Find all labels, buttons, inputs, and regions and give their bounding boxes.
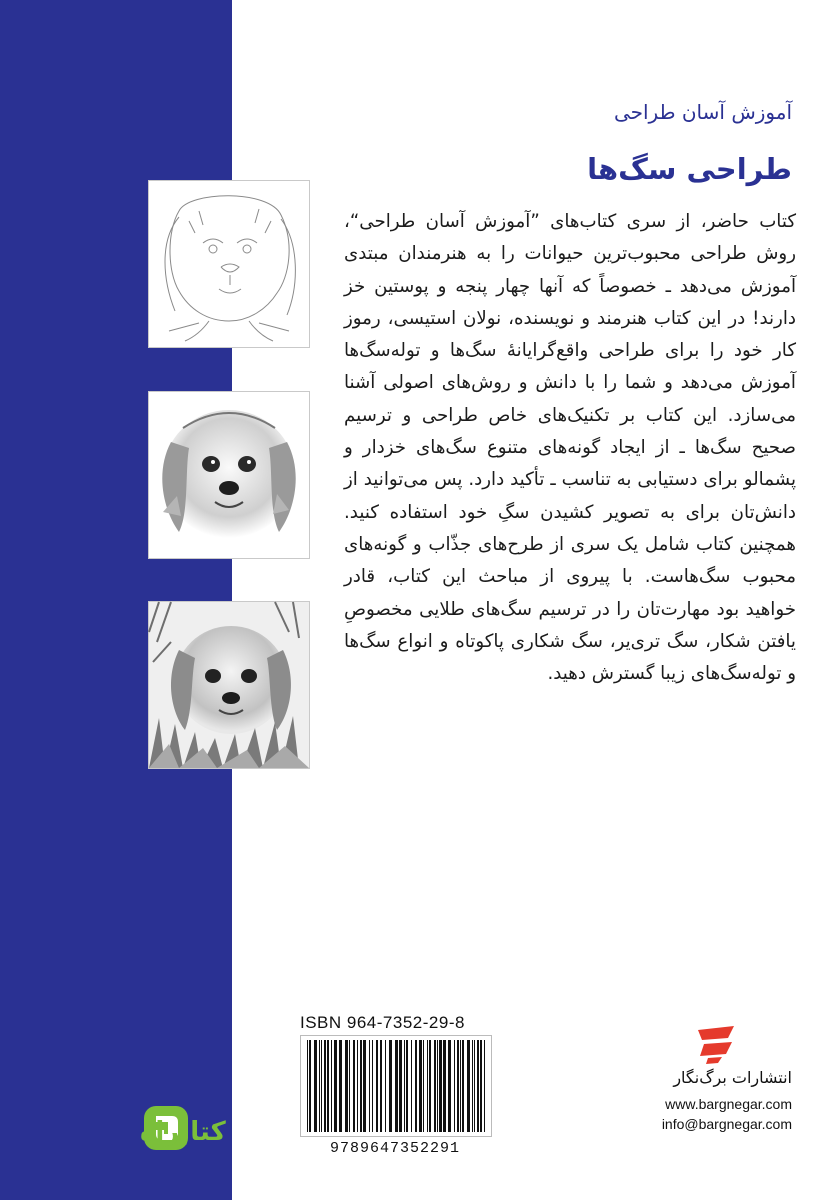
barcode-bar (462, 1040, 464, 1132)
dog-shaded-portrait (148, 391, 310, 559)
barcode-bar (404, 1040, 405, 1132)
barcode-bar (457, 1040, 459, 1132)
barcode-bar (439, 1040, 442, 1132)
barcode-bar (399, 1040, 402, 1132)
barcode-number: 9789647352291 (329, 1140, 461, 1157)
barcode-bar (423, 1040, 424, 1132)
barcode-bar (349, 1040, 350, 1132)
barcode-bar (406, 1040, 408, 1132)
ketabrah-logo (44, 1100, 226, 1160)
barcode-bar (321, 1040, 322, 1132)
barcode-bar (314, 1040, 317, 1132)
barcode-bar (339, 1040, 342, 1132)
barcode-bar (309, 1040, 311, 1132)
barcode-bar (363, 1040, 366, 1132)
barcode-bar (480, 1040, 482, 1132)
barcode-bar (448, 1040, 451, 1132)
isbn-barcode (300, 1035, 492, 1137)
barcode-bar (429, 1040, 431, 1132)
barcode-bar (477, 1040, 479, 1132)
barcode-bar (353, 1040, 355, 1132)
barcode-bar (380, 1040, 382, 1132)
publisher-logo-icon (694, 1024, 738, 1064)
book-title: طراحی سگ‌ها (587, 152, 792, 186)
barcode-bar (454, 1040, 455, 1132)
barcode-bar (319, 1040, 320, 1132)
barcode-bar (307, 1040, 308, 1132)
barcode-bar (369, 1040, 370, 1132)
barcode-bar (472, 1040, 473, 1132)
barcode-bar (460, 1040, 461, 1132)
barcode-bar (443, 1040, 446, 1132)
barcode-bar (327, 1040, 329, 1132)
barcode-bar (395, 1040, 398, 1132)
publisher-name: انتشارات برگ‌نگار (673, 1068, 792, 1087)
publisher-email: info@bargnegar.com (661, 1116, 792, 1132)
book-description: کتاب حاضر، از سری کتاب‌های ”آموزش آسان طراحی“، روش طراحی محبوب‌ترین حیوانات را به هنرمندان مبتدی آموزش می‌دهد ـ خصوصاً که آنها چهار پنجه و پوستین خز دارند! در این کتاب هنرمند و نویسنده، نولان استیسی، رموز کار خود را برای طراحی واقع‌گرایانهٔ سگ‌ها و توله‌سگ‌ها آموزش می‌دهد و شما را با دانش و روش‌های اصولی آشنا می‌سازد. این کتاب بر تکنیک‌های خاص طراحی و ترسیم صحیح سگ‌ها ـ از ایجاد گونه‌های متنوع سگ‌های خزدار و پشمالو برای دستیابی به تناسب ـ تأکید دارد. پس می‌توانید از دانش‌تان برای به تصویر کشیدن سگِ خود استفاده کنید. همچنین کتاب شامل یک سری از طرح‌های جذّاب و گونه‌های محبوب سگ‌هاست. با پیروی از مباحث این کتاب، قادر خواهید بود مهارت‌تان را در ترسیم سگ‌های طلایی مخصوصِ یافتن شکار، سگ تری‌یر، سگ شکاری پاکوتاه و انواع سگ‌ها و توله‌سگ‌های زیبا گسترش دهید. (344, 211, 796, 685)
barcode-bar (415, 1040, 417, 1132)
barcode-bar (467, 1040, 470, 1132)
barcode-bar (334, 1040, 337, 1132)
barcode-bar (331, 1040, 332, 1132)
barcode-bar (360, 1040, 362, 1132)
barcode-bar (324, 1040, 326, 1132)
barcode-bar (434, 1040, 436, 1132)
barcode-bar (389, 1040, 392, 1132)
barcode-bar (385, 1040, 386, 1132)
barcode-bar (427, 1040, 428, 1132)
ketabrah-text: کتابراه (140, 1117, 226, 1147)
series-title: آموزش آسان طراحی (613, 100, 792, 124)
isbn-label: ISBN 964-7352-29-8 (300, 1013, 465, 1032)
barcode-bar (411, 1040, 412, 1132)
barcode-bar (437, 1040, 438, 1132)
dog-in-grass-drawing (148, 601, 310, 769)
barcode-bar (357, 1040, 358, 1132)
barcode-bar (474, 1040, 475, 1132)
barcode-bar (484, 1040, 485, 1132)
barcode-bar (345, 1040, 348, 1132)
publisher-website: www.bargnegar.com (665, 1096, 792, 1112)
barcode-bar (419, 1040, 422, 1132)
dog-outline-sketch (148, 180, 310, 348)
barcode-bar (376, 1040, 378, 1132)
barcode-bar (372, 1040, 373, 1132)
